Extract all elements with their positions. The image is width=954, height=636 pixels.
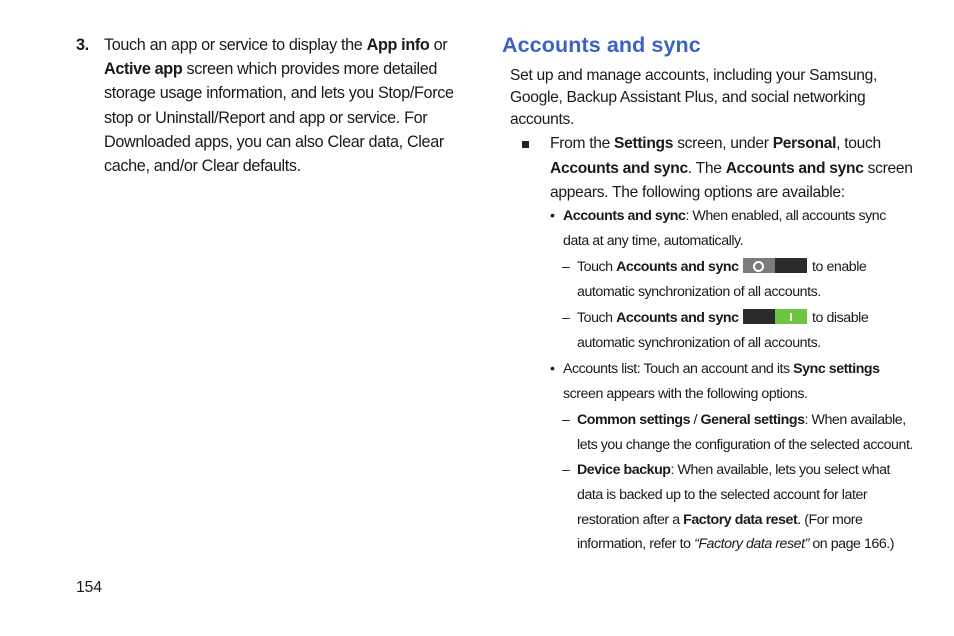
bullet-accounts-list: [550, 357, 913, 407]
dash-disable-sync: [562, 306, 917, 356]
text: screen, under: [673, 135, 773, 152]
text: : When available, lets you change the configuration of the selected account.: [577, 412, 913, 453]
personal-label: Personal: [772, 135, 837, 152]
text: screen appears. The following options are available:: [550, 159, 913, 202]
bullet-marker: •: [550, 361, 555, 377]
dash-marker: –: [562, 310, 570, 326]
accounts-sync-label: Accounts and sync: [616, 259, 739, 275]
general-settings-label: General settings: [700, 412, 805, 428]
text: to enable automatic synchronization of all accounts.: [577, 259, 867, 300]
text: /: [690, 412, 701, 428]
step-text: or: [429, 36, 448, 54]
factory-data-reset-label: Factory data reset: [683, 511, 798, 528]
accounts-sync-label: Accounts and sync: [563, 208, 686, 224]
device-backup-label: Device backup: [577, 462, 671, 478]
main-bullet-text: [550, 132, 922, 206]
text: Touch: [577, 259, 617, 275]
accounts-sync-label: Accounts and sync: [725, 159, 864, 177]
dash-common-settings: [562, 408, 917, 458]
settings-label: Settings: [614, 135, 674, 152]
page-number: 154: [76, 579, 103, 596]
factory-data-reset-link[interactable]: “Factory data reset”: [694, 536, 809, 553]
text: screen appears with the following options.: [563, 385, 808, 402]
accounts-sync-label: Accounts and sync: [550, 159, 688, 177]
toggle-off-icon: [743, 258, 807, 273]
dash-marker: –: [562, 412, 570, 428]
sync-settings-label: Sync settings: [793, 361, 880, 377]
dash-enable-sync: [562, 255, 917, 305]
dash-device-backup: [562, 458, 917, 557]
text: on page 166.): [808, 536, 895, 553]
bullet-accounts-sync: [550, 204, 913, 254]
step-text: Touch an app or service to display the: [104, 36, 367, 54]
accounts-sync-label: Accounts and sync: [616, 310, 739, 326]
common-settings-label: Common settings: [577, 412, 691, 428]
text: Accounts list: Touch an account and its: [563, 361, 794, 377]
dash-marker: –: [562, 462, 570, 478]
text: . The: [687, 159, 726, 177]
step-3: [76, 33, 468, 178]
left-column: [76, 33, 468, 178]
step-text: screen which provides more detailed storage usage information, and lets you Stop/Force stop or Uninstall/Report and app or service. For Downloaded apps, you can also Clear data, Clear cache, and/or Clear defaults.: [104, 60, 454, 176]
text: From the: [550, 135, 615, 152]
text: to disable automatic synchronization of all accounts.: [577, 310, 869, 351]
intro-paragraph: Set up and manage accounts, including your Samsung, Google, Backup Assistant Plus, and social networking accounts.: [510, 67, 877, 129]
text: Touch: [577, 310, 617, 326]
section-heading: Accounts and sync: [502, 33, 701, 57]
active-app-label: Active app: [104, 60, 183, 79]
square-bullet-icon: [522, 141, 529, 148]
app-info-label: App info: [366, 36, 430, 54]
dash-marker: –: [562, 259, 570, 275]
text: : When available, lets you select what data is backed up to the selected account for later restoration after a: [577, 462, 890, 528]
text: , touch: [836, 135, 881, 152]
toggle-on-icon: [743, 309, 807, 324]
text: . (For more information, refer to: [577, 511, 863, 553]
main-bullet: [522, 132, 922, 206]
bullet-marker: •: [550, 208, 555, 224]
step-number: 3.: [76, 36, 89, 54]
text: : When enabled, all accounts sync data at any time, automatically.: [563, 208, 886, 249]
